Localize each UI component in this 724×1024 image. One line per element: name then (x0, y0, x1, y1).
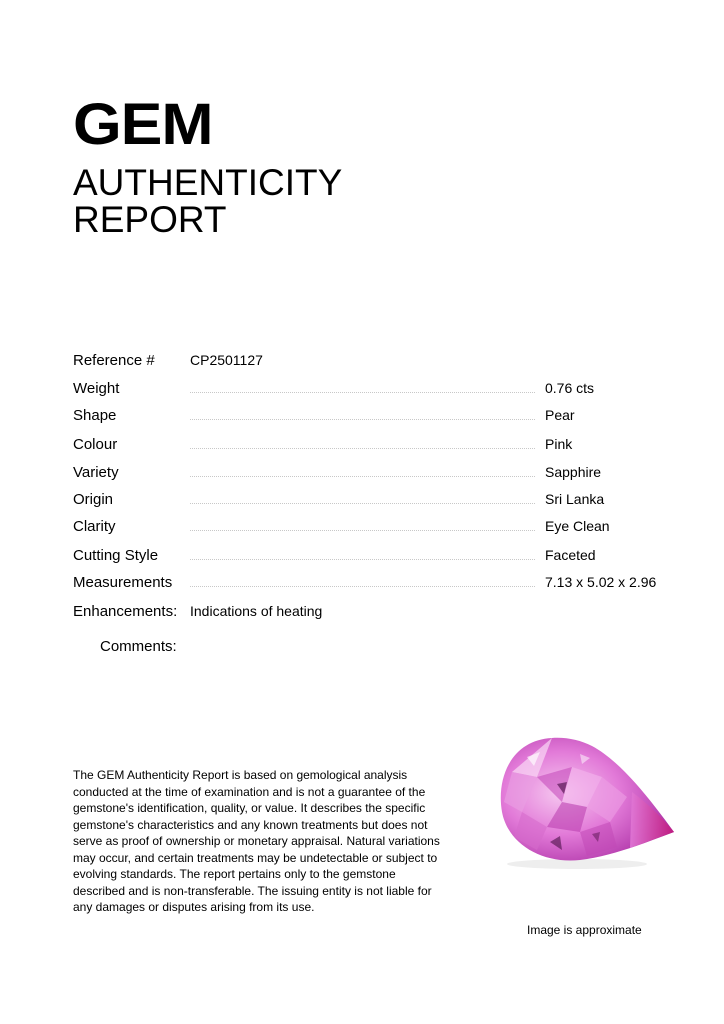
detail-value: 0.76 cts (545, 380, 595, 396)
dotted-leader (190, 419, 535, 420)
dotted-leader (190, 586, 535, 587)
detail-value: Sri Lanka (545, 491, 605, 507)
reference-value: CP2501127 (190, 352, 263, 368)
comments-label: Comments: (100, 638, 177, 655)
dotted-leader (190, 448, 535, 449)
dotted-leader (190, 503, 535, 504)
detail-label: Origin (73, 491, 114, 508)
dotted-leader (190, 559, 535, 560)
detail-row-colour (73, 436, 673, 456)
detail-row-shape (73, 407, 673, 427)
pink-sapphire-gem-image (492, 732, 682, 872)
enhancements-value: Indications of heating (190, 603, 323, 619)
detail-label: Shape (73, 407, 117, 424)
report-title-gem: GEM (73, 92, 213, 157)
image-caption: Image is approximate (527, 923, 642, 937)
detail-row-clarity (73, 518, 673, 538)
detail-label: Clarity (73, 518, 116, 535)
enhancements-label: Enhancements: (73, 603, 178, 620)
title-line-report: REPORT (73, 199, 227, 240)
detail-label: Variety (73, 464, 119, 481)
title-line-authenticity: AUTHENTICITY (73, 162, 343, 203)
disclaimer-text: The GEM Authenticity Report is based on gemological analysis conducted at the time of examination and is not a guarantee of the gemstone's identification, quality, or value. It describes the specific gemstone's characteristics and any known treatments but does not serve as proof of ownership or monetary appraisal. Natural variations may occur, and certain treatments may be undetectable or subject to evolving standards. The report pertains only to the gemstone described and is non-transferable. The issuing entity is not liable for any damages or disputes arising from its use. (73, 768, 440, 914)
dotted-leader (190, 476, 535, 477)
detail-value: Pink (545, 436, 573, 452)
report-title-subtitle (73, 164, 342, 238)
reference-label: Reference # (73, 352, 155, 369)
detail-value: Faceted (545, 547, 596, 563)
detail-label: Colour (73, 436, 118, 453)
detail-row-variety (73, 464, 673, 484)
enhancements-row (73, 603, 673, 623)
reference-row (73, 352, 673, 372)
dotted-leader (190, 530, 535, 531)
detail-label: Measurements (73, 574, 173, 591)
detail-value: Sapphire (545, 464, 602, 480)
detail-row-measurements (73, 574, 673, 594)
detail-label: Cutting Style (73, 547, 159, 564)
detail-row-weight (73, 380, 673, 400)
detail-row-origin (73, 491, 673, 511)
detail-value: Eye Clean (545, 518, 610, 534)
detail-value: Pear (545, 407, 575, 423)
dotted-leader (190, 392, 535, 393)
detail-row-cutting-style (73, 547, 673, 567)
detail-value: 7.13 x 5.02 x 2.96 (545, 574, 657, 590)
detail-label: Weight (73, 380, 120, 397)
